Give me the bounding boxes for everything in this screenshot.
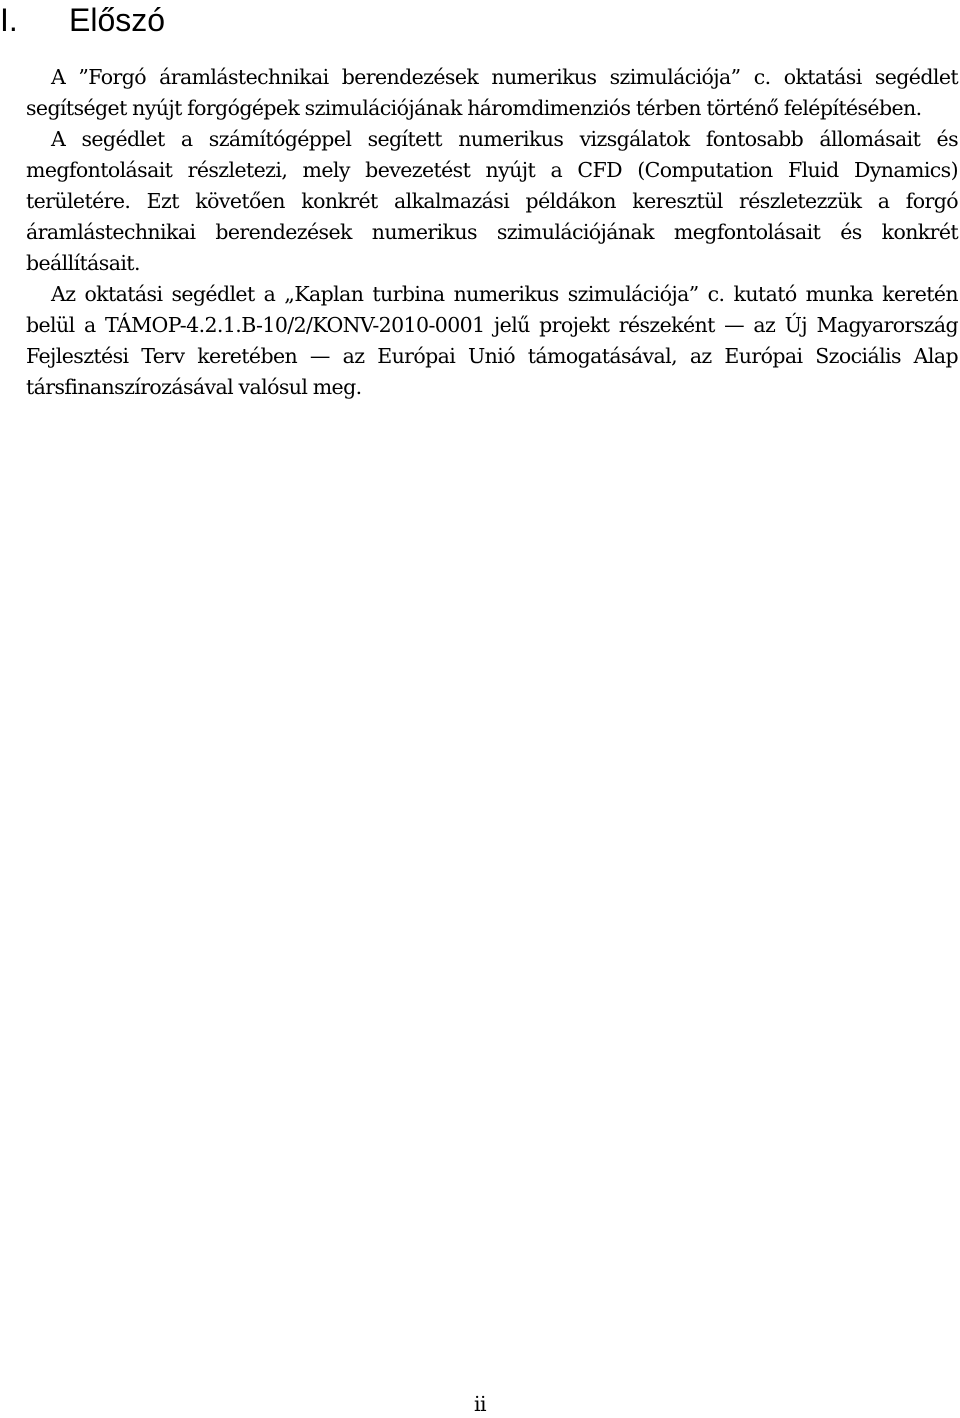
paragraph-funding: Az oktatási segédlet a „Kaplan turbina numerikus szimulációja” c. kutató munka keretén belül a TÁMOP-4.2.1.B-10/2/KONV-2010-0001 jelű projekt részeként — az Új Magyarország Fejlesztési Terv keretében — az Európai Unió támogatásával, az Európai Szociális Alap társfinanszírozásával valósul meg. [26, 282, 958, 399]
preface-body [26, 62, 958, 403]
chapter-title: Előszó [69, 2, 166, 38]
page-number: ii [474, 1392, 486, 1416]
paragraph-cfd-overview: A segédlet a számítógéppel segített numerikus vizsgálatok fontosabb állomásait és megfontolásait részletezi, mely bevezetést nyújt a CFD (Computation Fluid Dynamics) területére. Ezt követően konkrét alkalmazási példákon keresztül részletezzük a forgó áramlástechnikai berendezések numerikus szimulációjának megfontolásait és konkrét beállításait. [26, 127, 958, 275]
paragraph-intro: A ”Forgó áramlástechnikai berendezések numerikus szimulációja” c. oktatási segédlet segítséget nyújt forgógépek szimulációjának háromdimenziós térben történő felépítésében. [26, 65, 958, 120]
chapter-number: I. [0, 2, 18, 38]
